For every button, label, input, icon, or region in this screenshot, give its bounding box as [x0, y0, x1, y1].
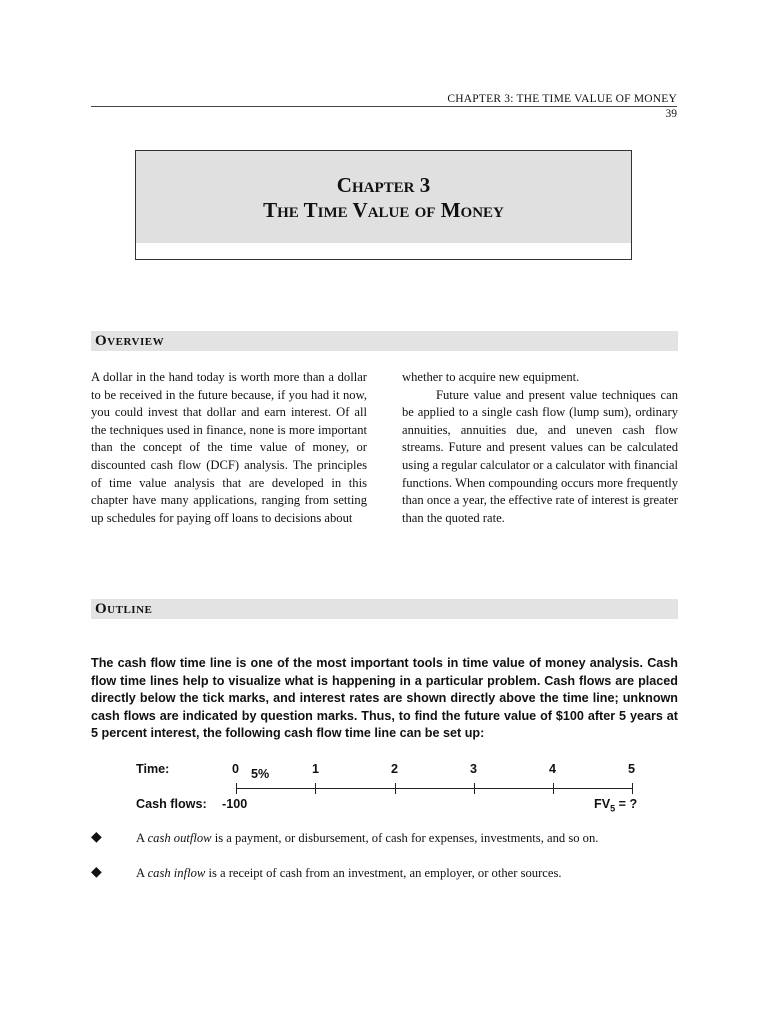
bullet-item	[136, 831, 696, 846]
bullet-prefix: A	[136, 831, 148, 845]
tick-4	[553, 783, 554, 794]
bullet-prefix: A	[136, 866, 148, 880]
diamond-bullet-icon: ◆	[91, 865, 102, 880]
cash-flows-label: Cash flows:	[136, 797, 207, 811]
bullet-rest: is a receipt of cash from an investment, an employer, or other sources.	[205, 866, 562, 880]
tick-0	[236, 783, 237, 794]
bullet-term: cash outflow	[147, 831, 212, 845]
initial-cash-flow: -100	[222, 797, 248, 811]
overview-heading: Overview	[91, 331, 678, 351]
chapter-title-box	[135, 150, 632, 260]
fv-subscript: 5	[610, 803, 616, 814]
tick-3	[474, 783, 475, 794]
period-2: 2	[391, 762, 399, 776]
time-line-axis	[236, 788, 633, 789]
diamond-bullet-icon: ◆	[91, 830, 102, 845]
tick-2	[395, 783, 396, 794]
tick-5	[632, 783, 633, 794]
overview-paragraph-2: Future value and present value techniques can be applied to a single cash flow (lump sum), ordinary annuities, annuities due, and uneven cash flow streams. Future and present values can be calculated using a regular calculator or a calculator with financial functions. When compounding occurs more frequently than once a year, the effective rate of interest is greater than the quoted rate.	[402, 387, 678, 525]
period-1: 1	[312, 762, 320, 776]
bullet-item	[136, 866, 696, 881]
outline-heading: Outline	[91, 599, 678, 619]
overview-paragraph-1: A dollar in the hand today is worth more than a dollar to be received in the future because, if you had it now, you could invest that dollar and earn interest. Of all the techniques used in finance, none is more important than the concept of the time value of money, or discounted cash flow (DCF) analysis. The principles of time value analysis that are developed in this chapter have many applications, ranging from setting up schedules for paying off loans to decisions about	[91, 370, 367, 525]
period-4: 4	[549, 762, 557, 776]
overview-paragraph-1-cont: whether to acquire new equipment.	[402, 370, 580, 384]
overview-column-left	[91, 369, 367, 527]
overview-column-right	[402, 369, 678, 527]
fv-text: FV	[594, 797, 611, 811]
fv-value: = ?	[618, 797, 638, 811]
period-3: 3	[470, 762, 478, 776]
running-header: CHAPTER 3: THE TIME VALUE OF MONEY	[91, 92, 677, 107]
chapter-number: Chapter 3	[336, 173, 431, 197]
interest-rate: 5%	[251, 767, 270, 781]
period-0: 0	[232, 762, 240, 776]
bullet-term: cash inflow	[147, 866, 206, 880]
tick-1	[315, 783, 316, 794]
future-value-label	[594, 797, 637, 814]
bullet-rest: is a payment, or disbursement, of cash for expenses, investments, and so on.	[211, 831, 599, 845]
page-number: 39	[665, 108, 677, 120]
period-5: 5	[628, 762, 636, 776]
chapter-title: The Time Value of Money	[263, 198, 504, 222]
time-label: Time:	[136, 762, 170, 776]
outline-paragraph: The cash flow time line is one of the most important tools in time value of money analysis. Cash flow time lines help to visualize what is happening in a particular problem. Cash flows are placed directly below the tick marks, and interest rates are shown directly above the time line; unknown cash flows are indicated by question marks. Thus, to find the future value of $100 after 5 years at 5 percent interest, the following cash flow time line can be set up:	[91, 656, 678, 741]
